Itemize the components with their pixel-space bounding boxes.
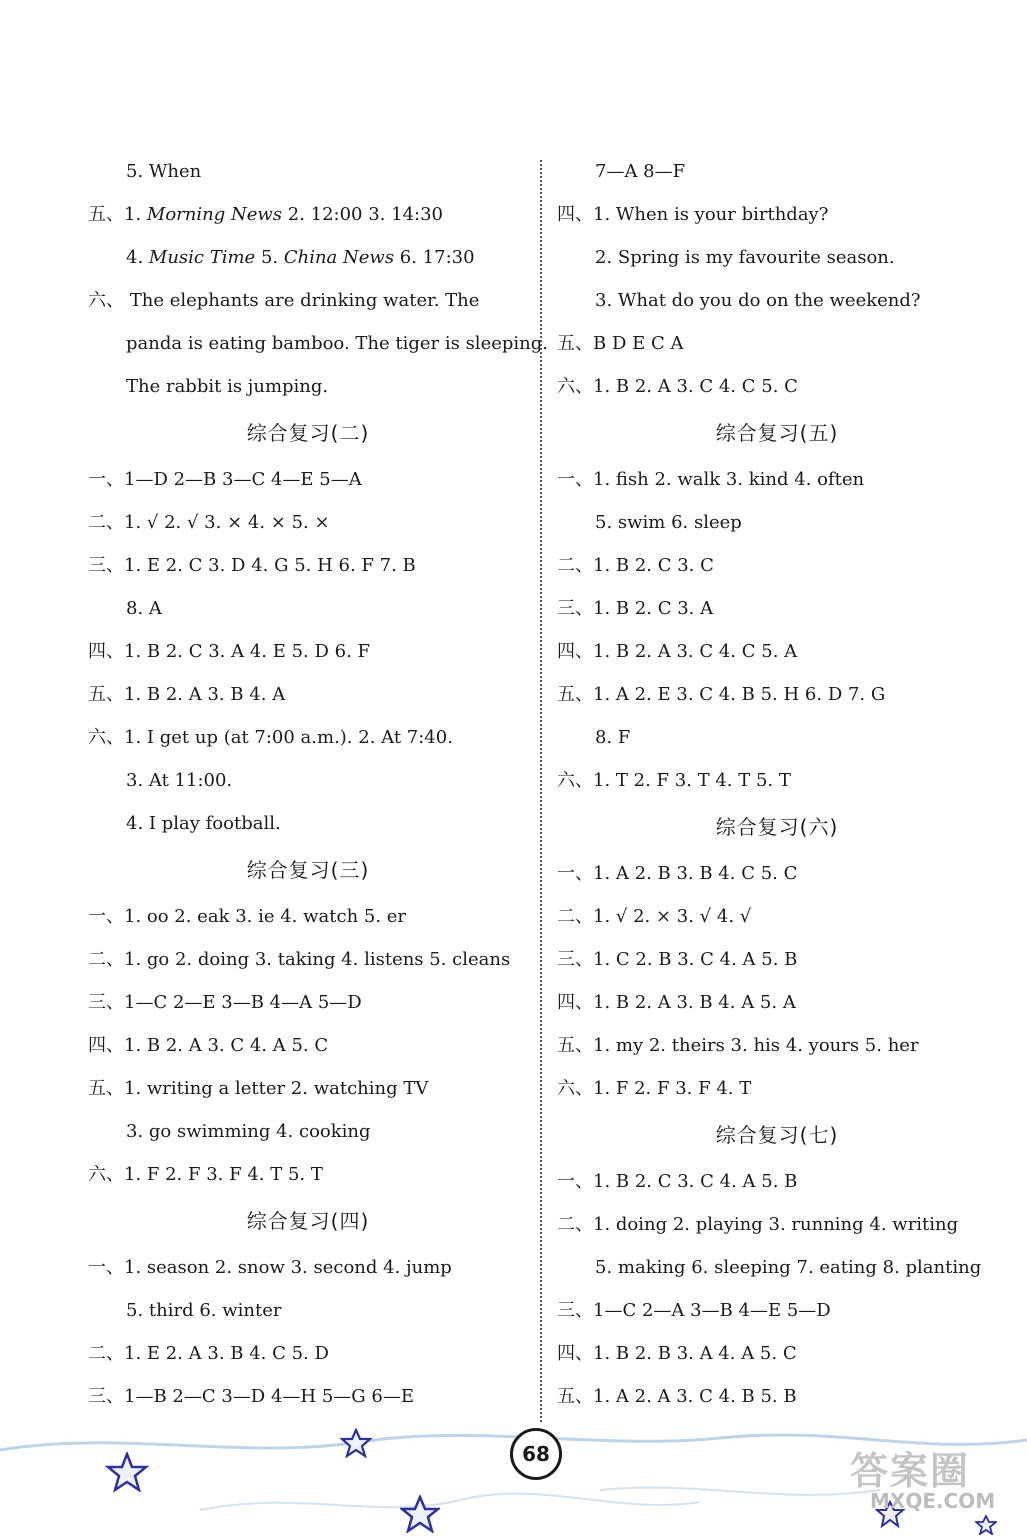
answer-line: 四、1. B 2. B 3. A 4. A 5. C (557, 1343, 797, 1364)
answer-line: 3. At 11:00. (126, 770, 233, 791)
star-icon (105, 1452, 149, 1492)
answer-line: 六、1. T 2. F 3. T 4. T 5. T (557, 770, 791, 791)
column-divider (540, 160, 542, 1422)
answer-line: 六、1. F 2. F 3. F 4. T 5. T (88, 1164, 323, 1185)
answer-line: 四、1. B 2. C 3. A 4. E 5. D 6. F (88, 641, 371, 662)
answer-line: 三、1. B 2. C 3. A (557, 598, 714, 619)
answer-line: 三、1—C 2—E 3—B 4—A 5—D (88, 992, 362, 1013)
section-title: 综合复习(三) (246, 858, 370, 882)
section-title: 综合复习(五) (715, 421, 839, 445)
answer-line: 六、 The elephants are drinking water. The (88, 290, 480, 311)
answer-line: 4. Music Time 5. China News 6. 17:30 (126, 247, 475, 268)
answer-line: panda is eating bamboo. The tiger is sleeping. (126, 333, 548, 354)
answer-line: 二、1. go 2. doing 3. taking 4. listens 5. cleans (88, 949, 511, 970)
answer-line: 5. third 6. winter (126, 1300, 282, 1321)
answer-line: 五、1. A 2. A 3. C 4. B 5. B (557, 1386, 797, 1407)
answer-line: 一、1—D 2—B 3—C 4—E 5—A (88, 469, 362, 490)
answer-line: 5. swim 6. sleep (595, 512, 742, 533)
page-number: 68 (510, 1428, 562, 1480)
answer-line: 3. go swimming 4. cooking (126, 1121, 371, 1142)
answer-line: 五、1. my 2. theirs 3. his 4. yours 5. her (557, 1035, 919, 1056)
star-icon (400, 1495, 440, 1533)
answer-line: 六、1. I get up (at 7:00 a.m.). 2. At 7:40. (88, 727, 453, 748)
section-title: 综合复习(六) (715, 815, 839, 839)
star-icon (340, 1428, 372, 1458)
answer-line: 7—A 8—F (595, 161, 686, 182)
answer-line: 五、1. A 2. E 3. C 4. B 5. H 6. D 7. G (557, 684, 886, 705)
answer-line: 一、1. A 2. B 3. B 4. C 5. C (557, 863, 798, 884)
answer-line: 三、1. E 2. C 3. D 4. G 5. H 6. F 7. B (88, 555, 416, 576)
answer-line: 8. F (595, 727, 631, 748)
answer-line: 4. I play football. (126, 813, 281, 834)
answer-line: 二、1. √ 2. √ 3. × 4. × 5. × (88, 512, 330, 533)
answer-line: 5. making 6. sleeping 7. eating 8. planting (595, 1257, 982, 1278)
answer-line: 一、1. season 2. snow 3. second 4. jump (88, 1257, 452, 1278)
section-title: 综合复习(四) (246, 1209, 370, 1233)
answer-line: 五、1. writing a letter 2. watching TV (88, 1078, 429, 1099)
answer-line: 3. What do you do on the weekend? (595, 290, 921, 311)
answer-line: 一、1. oo 2. eak 3. ie 4. watch 5. er (88, 906, 407, 927)
section-title: 综合复习(二) (246, 421, 370, 445)
answer-line: 一、1. fish 2. walk 3. kind 4. often (557, 469, 865, 490)
answer-line: 二、1. doing 2. playing 3. running 4. writing (557, 1214, 959, 1235)
answer-line: 三、1—C 2—A 3—B 4—E 5—D (557, 1300, 831, 1321)
left-column (88, 150, 548, 1418)
answer-line: The rabbit is jumping. (126, 376, 329, 397)
answer-line: 5. When (126, 161, 202, 182)
answer-line: 五、B D E C A (557, 333, 684, 354)
watermark (850, 1440, 1020, 1530)
answer-line: 四、1. B 2. A 3. C 4. C 5. A (557, 641, 798, 662)
answer-line: 四、1. When is your birthday? (557, 204, 829, 225)
answer-line: 二、1. B 2. C 3. C (557, 555, 714, 576)
answer-line: 四、1. B 2. A 3. C 4. A 5. C (88, 1035, 329, 1056)
answer-line: 三、1—B 2—C 3—D 4—H 5—G 6—E (88, 1386, 414, 1407)
answer-line: 五、1. B 2. A 3. B 4. A (88, 684, 286, 705)
right-column (557, 150, 997, 1418)
answer-line: 8. A (126, 598, 162, 619)
answer-line: 三、1. C 2. B 3. C 4. A 5. B (557, 949, 798, 970)
answer-line: 四、1. B 2. A 3. B 4. A 5. A (557, 992, 796, 1013)
section-title: 综合复习(七) (715, 1123, 839, 1147)
answer-line: 六、1. F 2. F 3. F 4. T (557, 1078, 752, 1099)
answer-line: 一、1. B 2. C 3. C 4. A 5. B (557, 1171, 798, 1192)
answer-line: 二、1. E 2. A 3. B 4. C 5. D (88, 1343, 329, 1364)
answer-line: 六、1. B 2. A 3. C 4. C 5. C (557, 376, 798, 397)
watermark-cn: 答案圈 (850, 1449, 971, 1493)
answer-line: 2. Spring is my favourite season. (595, 247, 895, 268)
watermark-url: MXQE.COM (870, 1489, 996, 1513)
answer-line: 五、1. Morning News 2. 12:00 3. 14:30 (88, 204, 443, 225)
answer-line: 二、1. √ 2. × 3. √ 4. √ (557, 906, 752, 927)
